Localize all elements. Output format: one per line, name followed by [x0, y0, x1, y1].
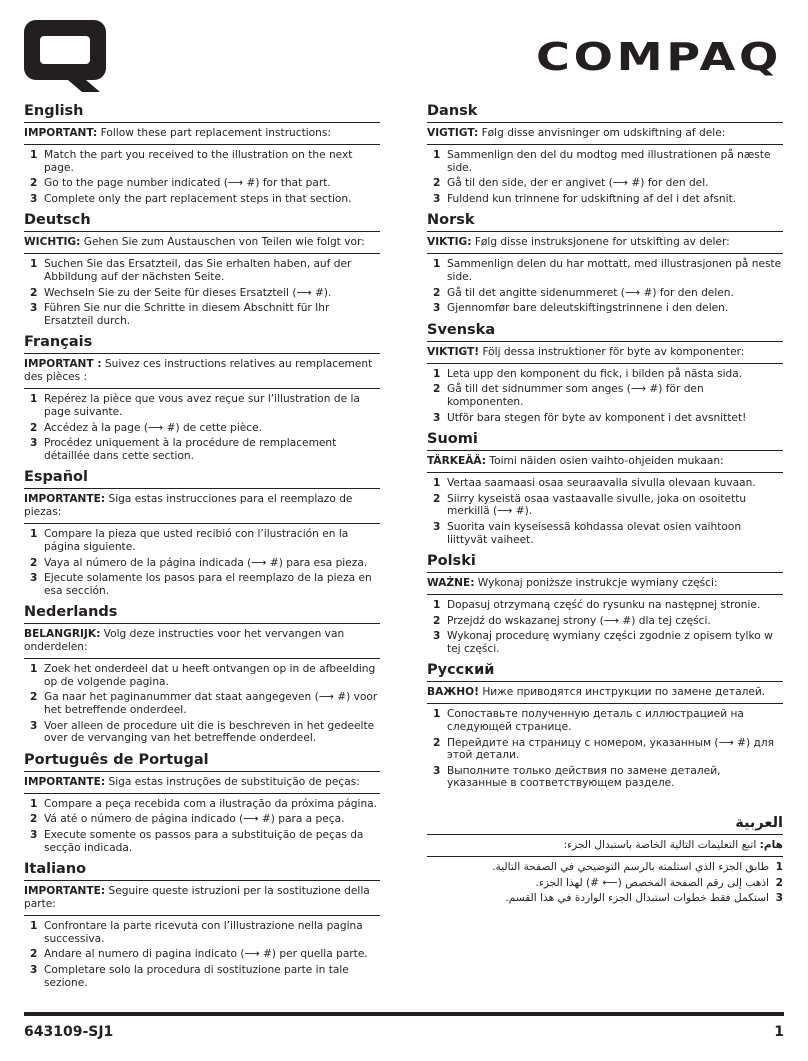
steps-list — [427, 477, 783, 546]
step-text: Fuldend kun trinnene for udskiftning af del i det afsnit. — [447, 192, 737, 205]
step-number: 2 — [433, 286, 441, 299]
step-text: Utför bara stegen för byte av komponent i det avsnittet! — [447, 411, 747, 424]
language-title: Polski — [427, 553, 476, 570]
important-note — [427, 681, 783, 704]
steps-list — [24, 528, 380, 597]
important-label: WAŻNE: — [427, 577, 475, 590]
steps-list — [24, 258, 380, 327]
step-text: Compare a peça recebida com a ilustração da próxima página. — [44, 797, 378, 810]
step-number: 1 — [30, 149, 38, 161]
step-number: 2 — [433, 736, 441, 749]
language-title: Français — [24, 334, 93, 351]
step-number: 1 — [30, 258, 38, 271]
step-text: Go to the page number indicated (⟶ #) for that part. — [44, 177, 331, 190]
step-number: 2 — [30, 286, 38, 299]
step-number: 3 — [30, 829, 38, 842]
important-note — [427, 341, 783, 364]
language-title: Português de Portugal — [24, 751, 209, 768]
important-label: IMPORTANTE: — [24, 493, 106, 506]
important-text: Ниже приводятся инструкции по замене деталей. — [478, 686, 766, 699]
important-label: VIKTIGT! — [427, 345, 480, 358]
step-text: Wechseln Sie zu der Seite für dieses Ersatzteil (⟶ #). — [44, 286, 332, 299]
language-title: Italiano — [24, 861, 87, 878]
language-section — [427, 549, 783, 655]
important-label: هام: — [759, 839, 783, 852]
important-note — [24, 353, 380, 389]
step-number: 1 — [433, 477, 441, 490]
steps-list — [24, 393, 380, 462]
step-item — [427, 149, 783, 174]
language-title: English — [24, 103, 84, 119]
spacer — [427, 793, 783, 811]
step-item — [427, 521, 783, 546]
step-text: Ejecute solamente los pasos para el reemplazo de la pieza en esa sección. — [44, 572, 372, 597]
step-item — [24, 829, 380, 854]
language-title: Español — [24, 469, 88, 486]
important-label: BELANGRIJK: — [24, 628, 101, 641]
step-item — [427, 877, 783, 890]
step-number: 2 — [433, 177, 441, 190]
step-item — [24, 528, 380, 553]
step-item — [24, 302, 380, 327]
page-number: 1 — [774, 1024, 784, 1040]
important-label: IMPORTANTE: — [24, 775, 106, 788]
important-text: Wykonaj poniższe instrukcje wymiany części: — [474, 577, 718, 590]
step-item — [427, 630, 783, 655]
step-text: Match the part you received to the illustration on the next page. — [44, 149, 353, 174]
step-item — [427, 615, 783, 628]
steps-list — [24, 663, 380, 745]
important-label: IMPORTANT: — [24, 127, 98, 139]
language-section — [24, 600, 380, 745]
step-item — [427, 493, 783, 518]
important-text: Volg deze instructies voor het vervangen van onderdelen: — [24, 628, 345, 654]
language-section — [24, 465, 380, 597]
step-number: 3 — [30, 572, 38, 585]
step-item — [24, 393, 380, 418]
steps-list — [427, 368, 783, 424]
step-text: Gjennomfør bare deleutskiftingstrinnene i den delen. — [447, 302, 729, 315]
step-number: 1 — [30, 920, 38, 933]
step-item — [24, 287, 380, 300]
important-note — [427, 572, 783, 595]
step-text: Repérez la pièce que vous avez reçue sur l’illustration de la page suivante. — [44, 393, 360, 418]
important-text: Suivez ces instructions relatives au remplacement des pièces : — [24, 358, 373, 384]
important-note — [24, 231, 380, 254]
step-number: 3 — [30, 192, 38, 205]
language-title: Suomi — [427, 431, 478, 448]
left-column — [24, 99, 380, 992]
step-item — [24, 663, 380, 688]
step-number: 3 — [775, 892, 783, 905]
step-number: 3 — [433, 630, 441, 643]
step-text: استكمل فقط خطوات استبدال الجزء الواردة في هذا القسم. — [505, 892, 769, 905]
step-number: 1 — [30, 393, 38, 406]
step-number: 2 — [433, 614, 441, 627]
language-title: Nederlands — [24, 604, 118, 621]
step-text: Procédez uniquement à la procédure de remplacement détaillée dans cette section. — [44, 437, 337, 462]
important-text: اتبع التعليمات التالية الخاصة باستبدال الجزء: — [563, 839, 760, 852]
important-note — [427, 122, 783, 145]
step-text: Gå til det angitte sidenummeret (⟶ #) for den delen. — [447, 286, 734, 299]
language-title: Svenska — [427, 321, 496, 338]
important-label: VIKTIG: — [427, 236, 472, 249]
step-item — [24, 193, 380, 206]
step-text: Accédez à la page (⟶ #) de cette pièce. — [44, 421, 262, 434]
language-section — [24, 857, 380, 989]
step-item — [427, 599, 783, 612]
step-number: 3 — [433, 192, 441, 205]
step-item — [427, 737, 783, 762]
step-number: 3 — [433, 302, 441, 315]
important-label: ВАЖНО! — [427, 686, 479, 699]
important-label: IMPORTANTE: — [24, 885, 106, 898]
step-item — [427, 287, 783, 300]
step-text: Voer alleen de procedure uit die is beschreven in het gedeelte over de vervanging van het betreffende onderdeel. — [44, 719, 375, 745]
step-text: Vaya al número de la página indicada (⟶ #) para esa pieza. — [44, 556, 368, 569]
language-title: Русский — [427, 662, 495, 679]
important-note — [24, 122, 380, 145]
step-item — [427, 708, 783, 733]
step-item — [24, 964, 380, 989]
step-number: 1 — [433, 708, 441, 721]
important-note — [24, 880, 380, 916]
step-item — [24, 813, 380, 826]
step-number: 3 — [433, 764, 441, 777]
important-note — [427, 450, 783, 473]
step-number: 3 — [433, 411, 441, 424]
step-number: 2 — [775, 876, 783, 889]
step-text: Sammenlign den del du modtog med illustrationen på næste side. — [447, 149, 771, 174]
step-number: 2 — [30, 177, 38, 190]
step-item — [427, 193, 783, 206]
language-section — [24, 208, 380, 327]
step-text: Suorita vain kyseisessä kohdassa olevat osien vaihtoon liittyvät vaiheet. — [447, 520, 742, 546]
important-note — [24, 488, 380, 524]
step-text: Выполните только действия по замене деталей, указанные в соответствующем разделе. — [447, 764, 721, 790]
step-text: اذهب إلى رقم الصفحة المخصص (⟵ #) لهذا الجزء. — [535, 876, 769, 889]
step-number: 2 — [433, 383, 441, 396]
footer-rule — [24, 1012, 784, 1016]
step-item — [24, 920, 380, 945]
step-item — [427, 368, 783, 381]
step-number: 1 — [30, 528, 38, 541]
step-text: Suchen Sie das Ersatzteil, das Sie erhalten haben, auf der Abbildung auf der nächsten Seite. — [44, 258, 352, 283]
step-number: 3 — [30, 302, 38, 315]
step-text: Führen Sie nur die Schritte in diesem Abschnitt für Ihr Ersatzteil durch. — [44, 302, 330, 327]
step-text: Confrontare la parte ricevuta con l’illustrazione nella pagina successiva. — [44, 920, 363, 945]
step-text: طابق الجزء الذي استلمته بالرسم التوضيحي في الصفحة التالية. — [492, 861, 769, 874]
step-text: Dopasuj otrzymaną część do rysunku na następnej stronie. — [447, 599, 761, 612]
step-item — [427, 177, 783, 190]
language-title: Norsk — [427, 212, 475, 229]
step-number: 3 — [30, 719, 38, 732]
step-item — [24, 149, 380, 174]
step-text: Przejdź do wskazanej strony (⟶ #) dla tej części. — [447, 614, 711, 627]
step-text: Compare la pieza que usted recibió con l’ilustración en la página siguiente. — [44, 528, 349, 553]
step-item — [427, 765, 783, 790]
step-number: 1 — [775, 861, 783, 874]
important-label: IMPORTANT : — [24, 358, 102, 371]
step-number: 2 — [30, 556, 38, 569]
language-title: Dansk — [427, 103, 478, 119]
step-text: Ga naar het paginanummer dat staat aangegeven (⟶ #) voor het betreffende onderdeel. — [44, 691, 378, 717]
document-code: 643109-SJ1 — [24, 1024, 114, 1040]
step-number: 1 — [30, 797, 38, 810]
step-number: 1 — [30, 663, 38, 676]
important-note — [427, 231, 783, 254]
step-item — [24, 557, 380, 570]
important-note — [24, 771, 380, 794]
step-text: Zoek het onderdeel dat u heeft ontvangen op in de afbeelding op de volgende pagina. — [44, 663, 376, 688]
language-title: Deutsch — [24, 212, 91, 229]
language-section — [24, 330, 380, 462]
language-section — [427, 318, 783, 424]
important-text: Toimi näiden osien vaihto-ohjeiden mukaan: — [486, 455, 724, 468]
step-item — [24, 422, 380, 435]
step-number: 1 — [433, 367, 441, 380]
step-number: 2 — [30, 813, 38, 826]
steps-list — [24, 920, 380, 989]
language-section — [427, 99, 783, 205]
steps-list — [24, 149, 380, 205]
step-item — [427, 892, 783, 905]
step-item — [427, 412, 783, 425]
important-label: WICHTIG: — [24, 236, 81, 249]
language-section — [427, 811, 783, 905]
important-label: TÄRKEÄÄ: — [427, 455, 487, 468]
step-text: Gå till det sidnummer som anges (⟶ #) för den komponenten. — [447, 383, 704, 408]
step-item — [24, 948, 380, 961]
compaq-wordmark-logo — [536, 36, 784, 76]
step-item — [427, 302, 783, 315]
step-text: Vá até o número de página indicado (⟶ #) para a peça. — [44, 813, 345, 826]
step-item — [24, 691, 380, 716]
important-text: Siga estas instruções de substituição de peças: — [105, 775, 360, 788]
step-number: 3 — [30, 437, 38, 450]
step-text: Сопоставьте полученную деталь с иллюстрацией на следующей странице. — [447, 708, 744, 734]
steps-list — [427, 708, 783, 790]
step-number: 2 — [433, 492, 441, 505]
language-section — [427, 658, 783, 790]
step-text: Leta upp den komponent du fick, i bilden på nästa sida. — [447, 367, 743, 380]
steps-list — [24, 798, 380, 854]
important-note — [24, 623, 380, 659]
language-section — [427, 427, 783, 546]
step-text: Sammenlign delen du har mottatt, med illustrasjonen på neste side. — [447, 258, 782, 283]
important-note — [427, 834, 783, 857]
important-text: Følg disse instruksjonene for utskifting av deler: — [471, 236, 730, 249]
important-text: Gehen Sie zum Austauschen von Teilen wie folgt vor: — [80, 236, 365, 249]
important-text: Follow these part replacement instructions: — [97, 127, 331, 139]
step-item — [24, 437, 380, 462]
step-number: 1 — [433, 258, 441, 271]
step-text: Complete only the part replacement steps in that section. — [44, 192, 352, 205]
important-text: Følg disse anvisninger om udskiftning af dele: — [478, 127, 726, 139]
language-title: العربية — [735, 815, 783, 832]
step-text: Vertaa saamaasi osaa seuraavalla sivulla olevaan kuvaan. — [447, 477, 756, 490]
step-item — [24, 798, 380, 811]
step-number: 3 — [433, 520, 441, 533]
steps-list — [427, 149, 783, 205]
step-number: 2 — [30, 421, 38, 434]
step-text: Execute somente os passos para a substituição de peças da secção indicada. — [44, 829, 364, 854]
steps-list — [427, 599, 783, 655]
step-item — [427, 383, 783, 408]
step-number: 2 — [30, 948, 38, 961]
step-text: Siirry kyseistä osaa vastaavalle sivulle, joka on osoitettu merkillä (⟶ #). — [447, 492, 747, 518]
step-number: 1 — [433, 599, 441, 612]
important-text: Siga estas instrucciones para el reemplazo de piezas: — [24, 493, 353, 519]
language-section — [427, 208, 783, 314]
step-item — [427, 861, 783, 874]
step-text: Gå til den side, der er angivet (⟶ #) for den del. — [447, 177, 709, 190]
step-text: Andare al numero di pagina indicato (⟶ #) per quella parte. — [44, 948, 368, 961]
step-item — [24, 720, 380, 745]
svg-text:COMPAQ: COMPAQ — [536, 36, 782, 76]
step-number: 3 — [30, 964, 38, 976]
compaq-q-logo — [24, 20, 106, 92]
important-text: Seguire queste istruzioni per la sostituzione della parte: — [24, 885, 370, 911]
step-text: Wykonaj procedurę wymiany części zgodnie z opisem tylko w tej części. — [447, 630, 773, 655]
step-item — [427, 477, 783, 490]
important-text: Följ dessa instruktioner för byte av komponenter: — [479, 345, 745, 358]
steps-list — [427, 861, 783, 905]
language-section — [24, 99, 380, 205]
important-label: VIGTIGT: — [427, 127, 479, 139]
steps-list — [427, 258, 783, 314]
step-item — [24, 258, 380, 283]
language-section — [24, 748, 380, 854]
step-number: 2 — [30, 691, 38, 704]
right-column — [427, 99, 783, 908]
step-text: Completare solo la procedura di sostituzione parte in tale sezione. — [44, 964, 349, 989]
step-item — [427, 258, 783, 283]
step-number: 1 — [433, 149, 441, 161]
step-item — [24, 177, 380, 190]
step-text: Перейдите на страницу с номером, указанным (⟶ #) для этой детали. — [447, 736, 774, 762]
step-item — [24, 572, 380, 597]
